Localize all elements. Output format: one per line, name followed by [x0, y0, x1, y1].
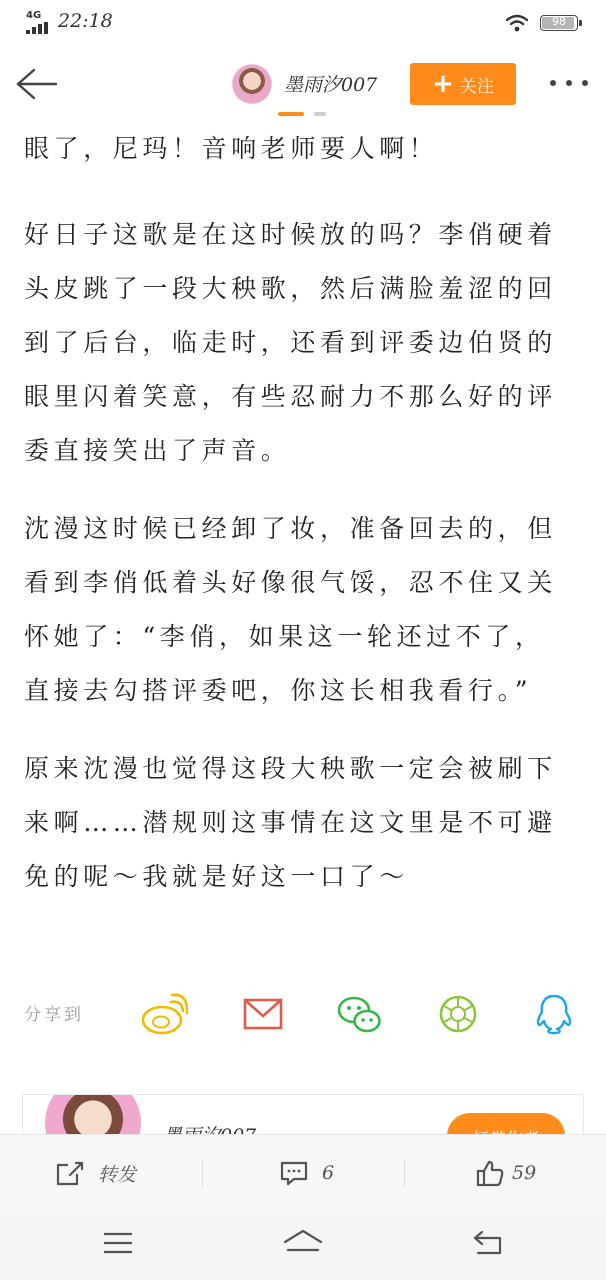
page-indicator-active — [278, 112, 304, 116]
repost-button[interactable] — [56, 1135, 136, 1211]
thumbs-up-icon — [476, 1159, 504, 1187]
share-row — [0, 986, 606, 1042]
home-icon[interactable] — [282, 1228, 324, 1258]
author-name[interactable]: 墨雨汐007 — [284, 74, 378, 96]
share-label: 分享到 — [24, 1005, 84, 1025]
menu-icon[interactable] — [100, 1228, 136, 1258]
mail-icon[interactable] — [240, 992, 288, 1036]
signal-bars-icon — [26, 22, 52, 34]
battery-icon — [540, 15, 578, 31]
repost-icon — [56, 1160, 84, 1186]
battery-tip — [579, 20, 582, 26]
comment-count: 6 — [322, 1162, 335, 1184]
network-type: 4G — [26, 10, 42, 21]
comment-button[interactable] — [280, 1135, 334, 1211]
article-paragraph: 眼了，尼玛！音响老师要人啊！ — [24, 134, 439, 163]
follow-button[interactable] — [410, 63, 516, 105]
author-avatar[interactable] — [232, 64, 272, 104]
comment-icon — [280, 1160, 308, 1186]
article-paragraph: 沈漫这时候已经卸了妆，准备回去的，但看到李俏低着头好像很气馁，忍不住又关怀她了：“李俏，如果这一轮还过不了，直接去勾搭评委吧，你这长相我看行。” — [24, 514, 557, 705]
signal-indicator — [26, 12, 52, 34]
wifi-icon — [506, 14, 528, 32]
like-count: 59 — [512, 1162, 537, 1184]
divider — [202, 1159, 203, 1187]
page-indicator — [278, 112, 328, 116]
system-navigation-bar — [0, 1210, 606, 1280]
back-arrow-icon[interactable] — [14, 64, 60, 104]
page-indicator-inactive — [314, 112, 326, 116]
more-options-icon[interactable] — [548, 76, 590, 90]
weibo-icon[interactable] — [140, 992, 188, 1036]
article-paragraph: 好日子这歌是在这时候放的吗？李俏硬着头皮跳了一段大秧歌，然后满脸羞涩的回到了后台，临走时，还看到评委边伯贤的眼里闪着笑意，有些忍耐力不那么好的评委直接笑出了声音。 — [24, 220, 557, 465]
wechat-icon[interactable] — [336, 992, 384, 1036]
top-navigation-bar — [0, 46, 606, 122]
follow-label: 关注 — [459, 76, 494, 97]
bottom-action-bar — [0, 1134, 606, 1210]
qq-icon[interactable] — [530, 992, 578, 1036]
clock: 22:18 — [58, 10, 113, 32]
like-button[interactable] — [476, 1135, 536, 1211]
divider — [404, 1159, 405, 1187]
return-icon[interactable] — [470, 1228, 506, 1258]
moments-icon[interactable] — [434, 992, 482, 1036]
article-paragraph: 原来沈漫也觉得这段大秧歌一定会被刷下来啊……潜规则这事情在这文里是不可避免的呢～我就是好这一口了～ — [24, 754, 557, 891]
repost-label: 转发 — [98, 1163, 137, 1186]
plus-icon: + — [432, 69, 454, 99]
battery-level: 98 — [552, 15, 566, 28]
status-bar — [0, 0, 606, 46]
article-body — [24, 122, 572, 928]
